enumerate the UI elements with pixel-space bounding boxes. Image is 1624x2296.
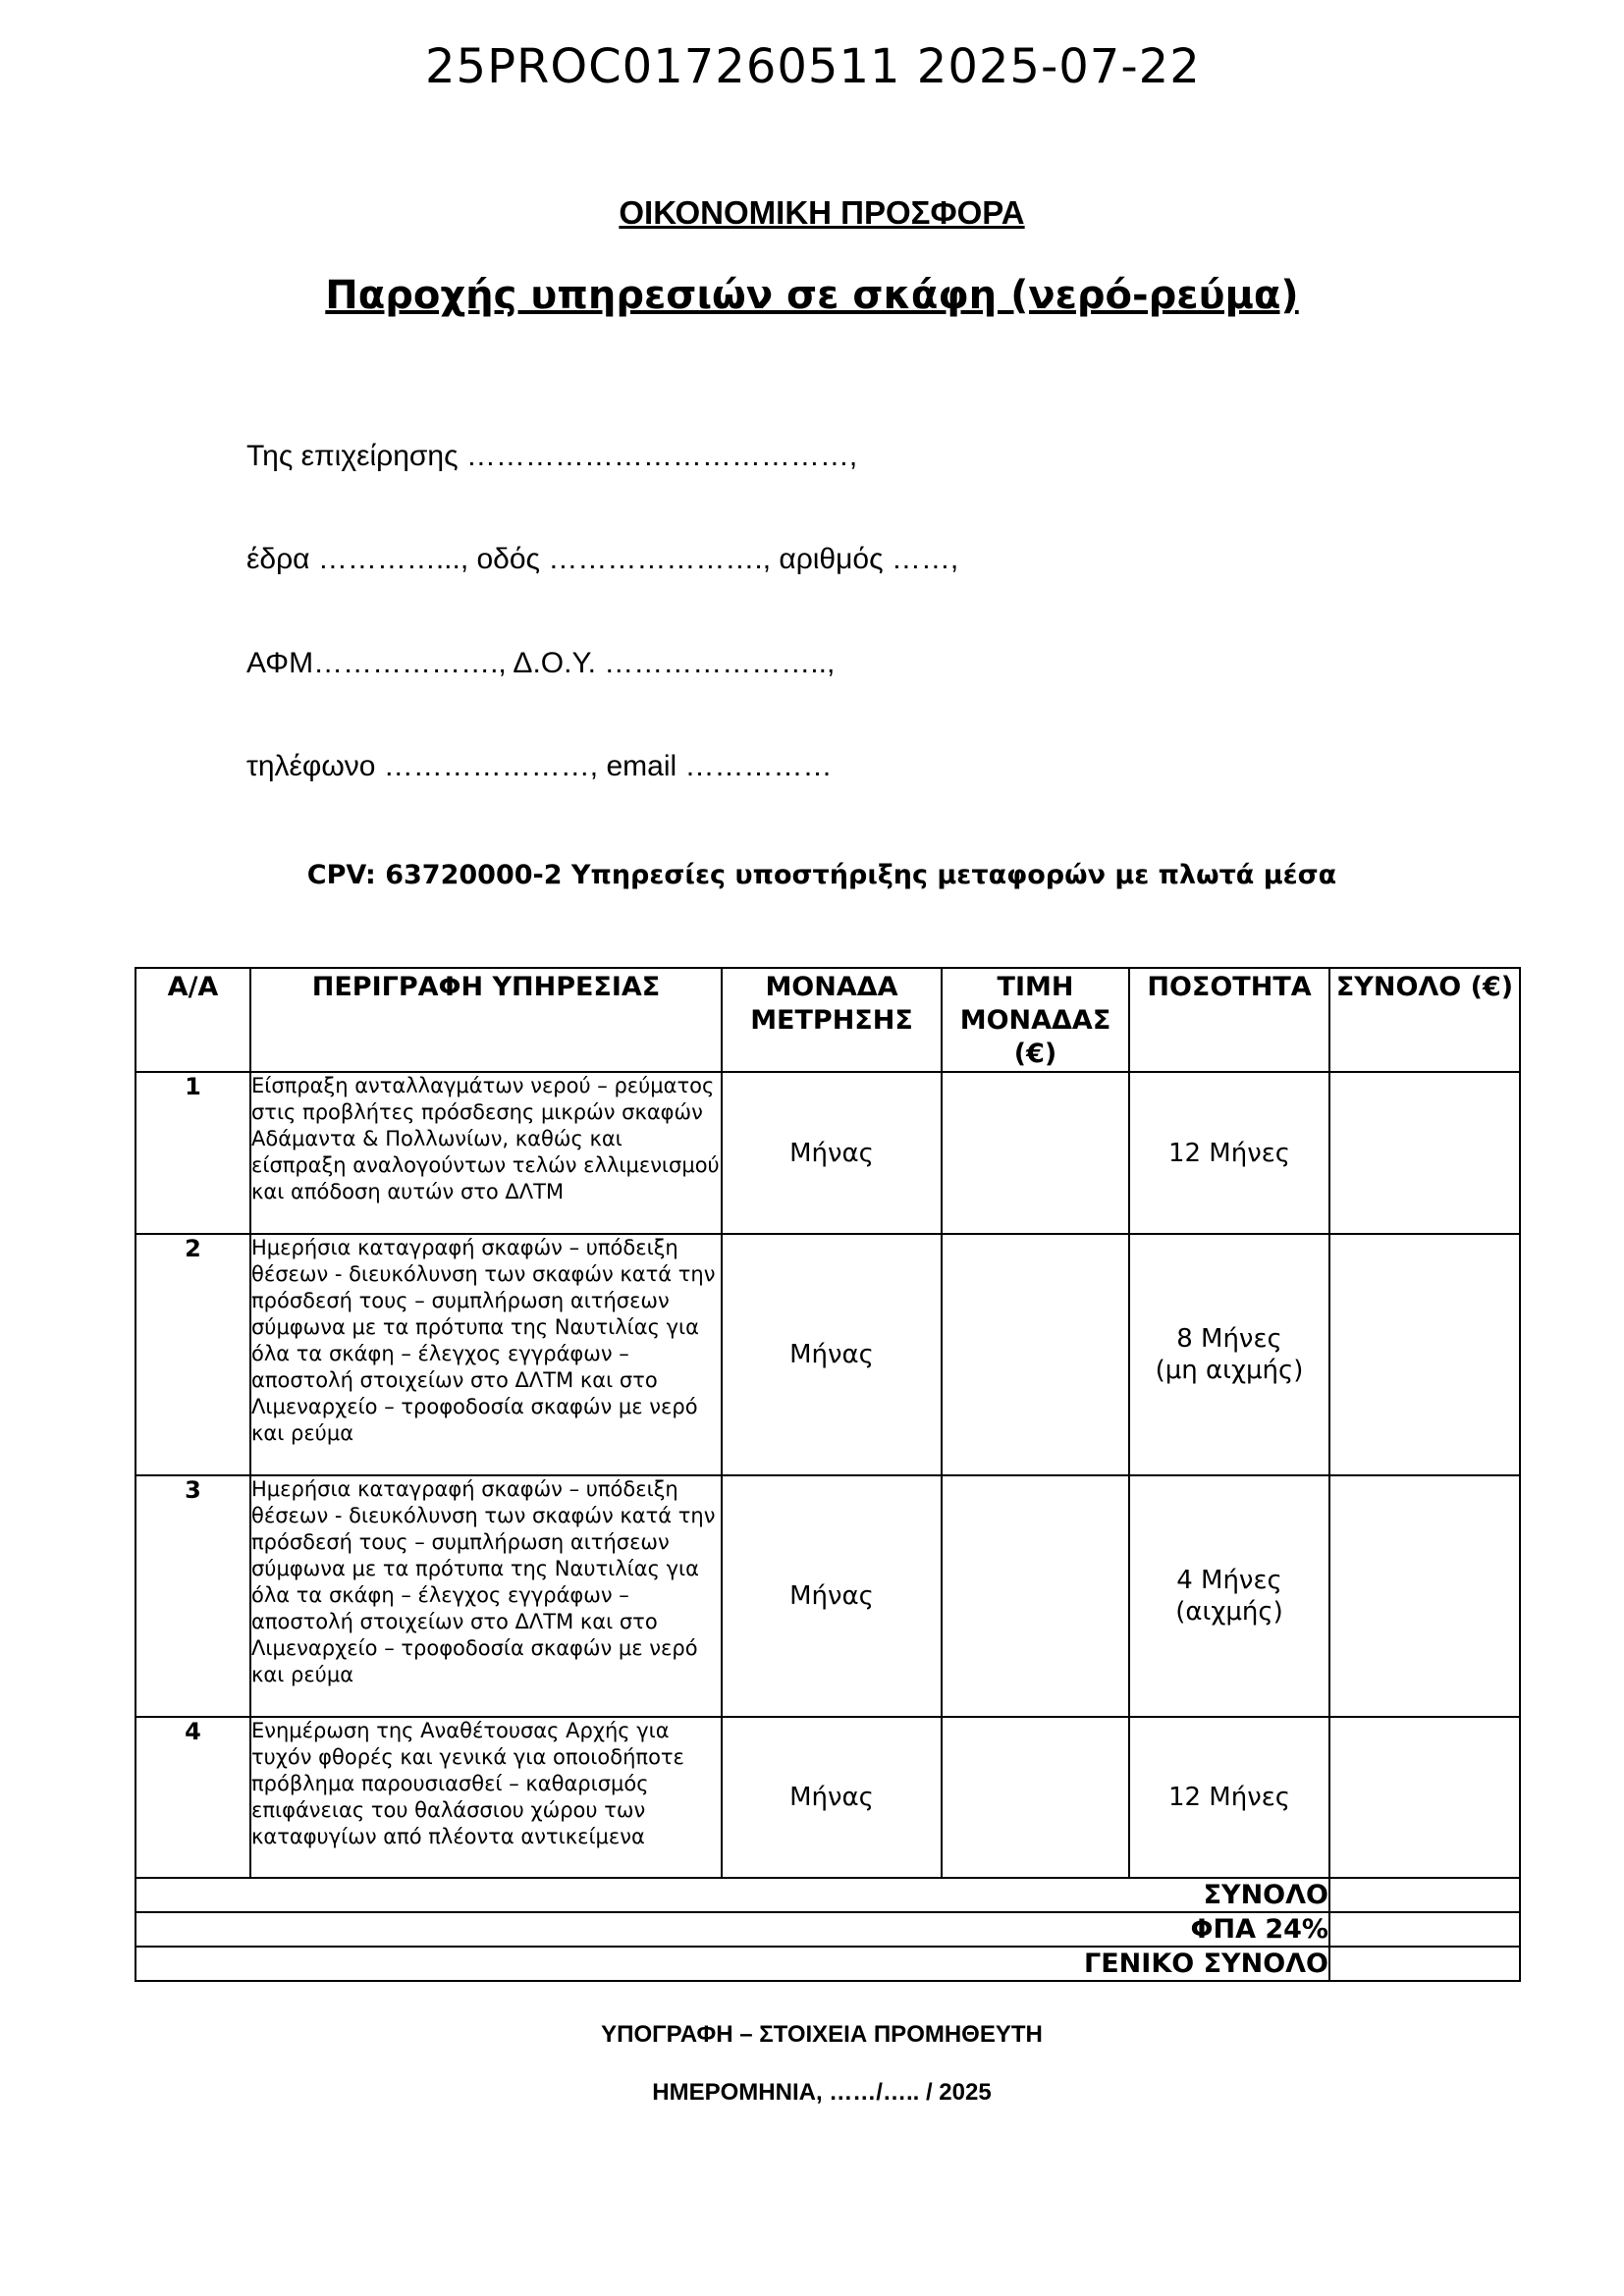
row-total-input[interactable] — [1329, 1072, 1520, 1234]
row-unit: Μήνας — [722, 1717, 942, 1878]
vat-value-input[interactable] — [1329, 1912, 1520, 1947]
row-description: Είσπραξη ανταλλαγμάτων νερού – ρεύματος στις προβλήτες πρόσδεσης μικρών σκαφών Αδάμαντα & Πολλωνίων, καθώς και είσπραξη αναλογούντων τελών ελλιμενισμού και απόδοση αυτών στο ΔΛΤΜ — [250, 1072, 722, 1234]
row-total-input[interactable] — [1329, 1234, 1520, 1475]
row-description: Ημερήσια καταγραφή σκαφών – υπόδειξη θέσεων - διευκόλυνση των σκαφών κατά την πρόσδεσή τους – συμπλήρωση αιτήσεων σύμφωνα με τα πρότυπα της Ναυτιλίας για όλα τα σκάφη – έλεγχος εγγράφων – αποστολή στοιχείων στο ΔΛΤΜ και στο Λιμεναρχείο – τροφοδοσία σκαφών με νερό και ρεύμα — [250, 1475, 722, 1717]
row-description: Ενημέρωση της Αναθέτουσας Αρχής για τυχόν φθορές και γενικά για οποιοδήποτε πρόβλημα παρουσιασθεί – καθαρισμός επιφάνειας του θαλάσσιου χώρου των καταφυγίων από πλέοντα αντικείμενα — [250, 1717, 722, 1878]
reference-number: 25PROC017260511 2025-07-22 — [425, 39, 1201, 94]
subtotal-row — [135, 1878, 1520, 1912]
header-total: ΣΥΝΟΛΟ (€) — [1329, 968, 1520, 1072]
row-quantity: 12 Μήνες — [1129, 1717, 1329, 1878]
table-row — [135, 1475, 1520, 1717]
address-field[interactable]: έδρα …………..., οδός …………………., αριθμός ……, — [246, 543, 959, 575]
row-number: 4 — [135, 1717, 250, 1878]
page-title: ΟΙΚΟΝΟΜΙΚΗ ΠΡΟΣΦΟΡΑ — [619, 194, 1025, 231]
grand-total-label: ΓΕΝΙΚΟ ΣΥΝΟΛΟ — [135, 1947, 1329, 1981]
row-unit-price-input[interactable] — [942, 1475, 1129, 1717]
row-number: 3 — [135, 1475, 250, 1717]
signature-label: ΥΠΟΓΡΑΦΗ – ΣΤΟΙΧΕΙΑ ΠΡΟΜΗΘΕΥΤΗ — [601, 2021, 1043, 2048]
row-description: Ημερήσια καταγραφή σκαφών – υπόδειξη θέσεων - διευκόλυνση των σκαφών κατά την πρόσδεσή τους – συμπλήρωση αιτήσεων σύμφωνα με τα πρότυπα της Ναυτιλίας για όλα τα σκάφη – έλεγχος εγγράφων – αποστολή στοιχείων στο ΔΛΤΜ και στο Λιμεναρχείο – τροφοδοσία σκαφών με νερό και ρεύμα — [250, 1234, 722, 1475]
offer-table — [135, 967, 1521, 1982]
row-unit: Μήνας — [722, 1072, 942, 1234]
page-subtitle: Παροχής υπηρεσιών σε σκάφη (νερό-ρεύμα) — [325, 273, 1299, 318]
header-quantity: ΠΟΣΟΤΗΤΑ — [1129, 968, 1329, 1072]
header-unit: ΜΟΝΑΔΑ ΜΕΤΡΗΣΗΣ — [722, 968, 942, 1072]
header-index: Α/Α — [135, 968, 250, 1072]
contact-field[interactable]: τηλέφωνο …………………, email …………… — [246, 750, 833, 782]
table-row — [135, 1234, 1520, 1475]
row-quantity: 8 Μήνες (μη αιχμής) — [1129, 1234, 1329, 1475]
tax-id-field[interactable]: ΑΦΜ………………., Δ.Ο.Υ. ………………….., — [246, 647, 836, 679]
table-row — [135, 1072, 1520, 1234]
vat-row — [135, 1912, 1520, 1947]
row-unit-price-input[interactable] — [942, 1234, 1129, 1475]
row-total-input[interactable] — [1329, 1717, 1520, 1878]
header-unit-price: ΤΙΜΗ ΜΟΝΑΔΑΣ (€) — [942, 968, 1129, 1072]
row-number: 1 — [135, 1072, 250, 1234]
vat-label: ΦΠΑ 24% — [135, 1912, 1329, 1947]
table-header-row — [135, 968, 1520, 1072]
row-unit: Μήνας — [722, 1234, 942, 1475]
table-row — [135, 1717, 1520, 1878]
header-description: ΠΕΡΙΓΡΑΦΗ ΥΠΗΡΕΣΙΑΣ — [250, 968, 722, 1072]
row-unit-price-input[interactable] — [942, 1717, 1129, 1878]
subtotal-label: ΣΥΝΟΛΟ — [135, 1878, 1329, 1912]
cpv-code: CPV: 63720000-2 Υπηρεσίες υποστήριξης μεταφορών με πλωτά μέσα — [306, 860, 1337, 890]
row-quantity: 4 Μήνες (αιχμής) — [1129, 1475, 1329, 1717]
subtotal-value-input[interactable] — [1329, 1878, 1520, 1912]
row-quantity: 12 Μήνες — [1129, 1072, 1329, 1234]
date-field[interactable]: ΗΜΕΡΟΜΗΝΙΑ, ……/….. / 2025 — [652, 2079, 992, 2106]
row-number: 2 — [135, 1234, 250, 1475]
row-total-input[interactable] — [1329, 1475, 1520, 1717]
business-name-field[interactable]: Της επιχείρησης …………………………………, — [246, 440, 858, 472]
row-unit: Μήνας — [722, 1475, 942, 1717]
grand-total-row — [135, 1947, 1520, 1981]
row-unit-price-input[interactable] — [942, 1072, 1129, 1234]
grand-total-value-input[interactable] — [1329, 1947, 1520, 1981]
